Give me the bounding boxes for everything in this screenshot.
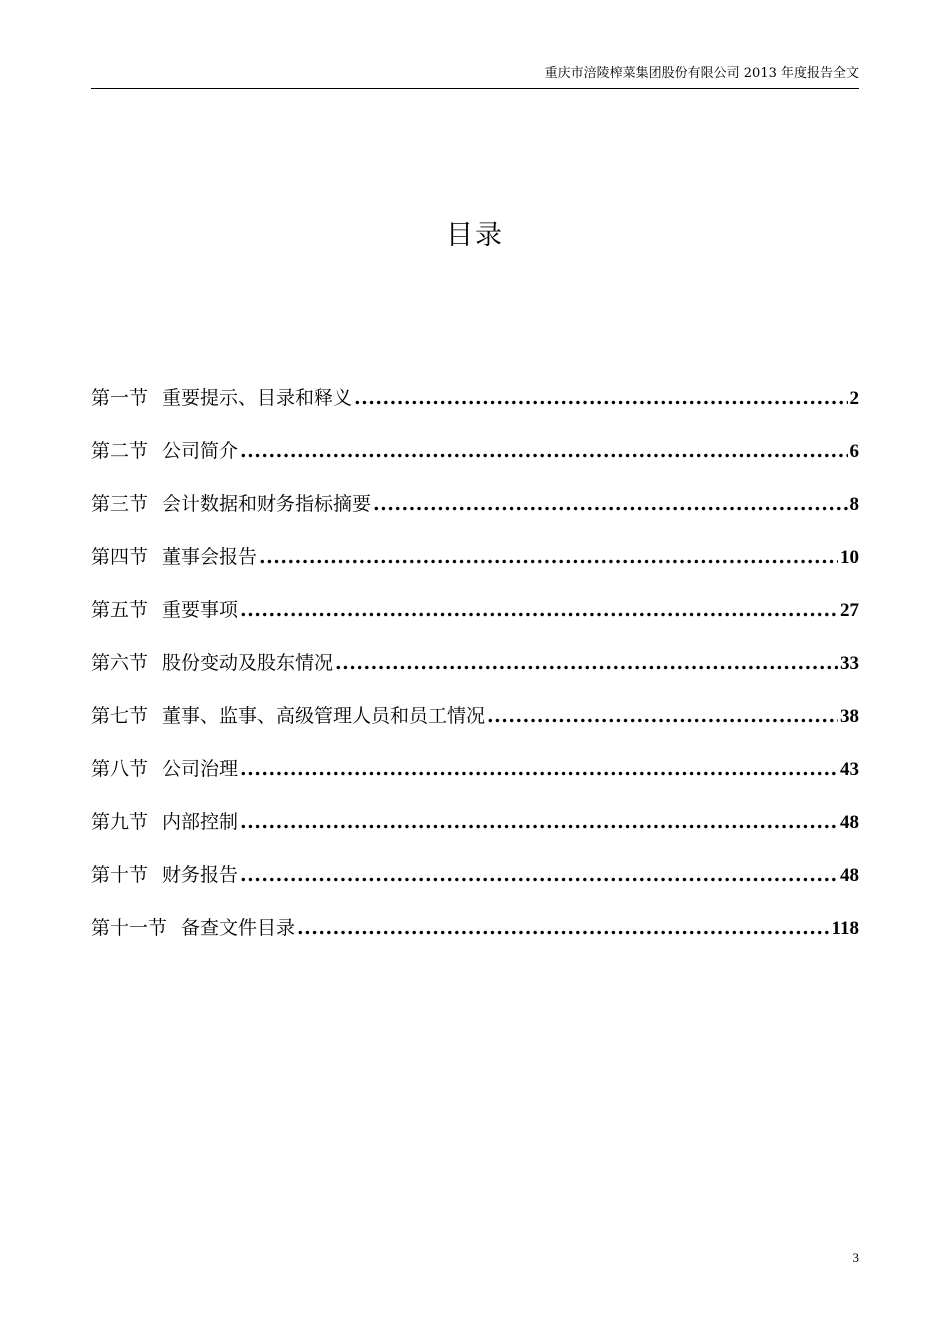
toc-section-title: 董事、监事、高级管理人员和员工情况 <box>162 705 486 727</box>
toc-page-number: 8 <box>849 494 859 515</box>
running-header: 重庆市涪陵榨菜集团股份有限公司 2013 年度报告全文 <box>544 66 859 81</box>
toc-entry[interactable] <box>91 804 859 857</box>
toc-page-number: 27 <box>840 600 859 621</box>
toc-section-number: 第二节 <box>91 440 149 462</box>
toc-section-title: 公司简介 <box>162 440 239 462</box>
toc-section-title: 内部控制 <box>162 811 239 833</box>
toc-entry[interactable] <box>91 380 859 433</box>
toc-section-number: 第十节 <box>91 864 149 886</box>
toc-dot-leader <box>240 592 838 628</box>
toc-dot-leader <box>240 804 838 840</box>
toc-entry[interactable] <box>91 486 859 539</box>
toc-section-title: 董事会报告 <box>162 546 258 568</box>
toc-entry[interactable] <box>91 698 859 751</box>
toc-title: 目录 <box>446 220 504 251</box>
toc-dot-leader <box>297 910 830 946</box>
toc-dot-leader <box>487 698 838 734</box>
toc-dot-leader <box>240 751 838 787</box>
toc-section-title: 重要提示、目录和释义 <box>162 387 353 409</box>
toc-section-number: 第九节 <box>91 811 149 833</box>
toc-dot-leader <box>259 539 838 575</box>
toc-page-number: 43 <box>840 759 859 780</box>
toc-section-number: 第七节 <box>91 705 149 727</box>
toc-page-number: 48 <box>840 865 859 886</box>
toc-entry[interactable] <box>91 857 859 910</box>
toc-section-title: 股份变动及股东情况 <box>162 652 334 674</box>
toc-section-title: 会计数据和财务指标摘要 <box>162 493 372 515</box>
header-rule <box>91 88 859 89</box>
toc-section-number: 第三节 <box>91 493 149 515</box>
toc-section-number: 第六节 <box>91 652 149 674</box>
toc-section-title: 公司治理 <box>162 758 239 780</box>
toc-page-number: 118 <box>831 918 859 939</box>
toc-section-number: 第四节 <box>91 546 149 568</box>
toc-section-number: 第八节 <box>91 758 149 780</box>
toc-list <box>91 380 859 963</box>
toc-entry[interactable] <box>91 645 859 698</box>
toc-page-number: 6 <box>849 441 859 462</box>
toc-section-title: 备查文件目录 <box>181 917 296 939</box>
toc-entry[interactable] <box>91 433 859 486</box>
toc-section-title: 财务报告 <box>162 864 239 886</box>
toc-section-title: 重要事项 <box>162 599 239 621</box>
toc-page-number: 48 <box>840 812 859 833</box>
page-number: 3 <box>852 1250 859 1265</box>
toc-dot-leader <box>240 857 838 893</box>
toc-entry[interactable] <box>91 592 859 645</box>
toc-dot-leader <box>335 645 838 681</box>
toc-page-number: 10 <box>840 547 859 568</box>
toc-section-number: 第五节 <box>91 599 149 621</box>
toc-dot-leader <box>373 486 847 522</box>
toc-entry[interactable] <box>91 539 859 592</box>
toc-entry[interactable] <box>91 751 859 804</box>
toc-page-number: 38 <box>840 706 859 727</box>
toc-section-number: 第一节 <box>91 387 149 409</box>
toc-entry[interactable] <box>91 910 859 963</box>
toc-dot-leader <box>240 433 847 469</box>
toc-dot-leader <box>354 380 847 416</box>
toc-page-number: 33 <box>840 653 859 674</box>
toc-page-number: 2 <box>849 388 859 409</box>
toc-section-number: 第十一节 <box>91 917 168 939</box>
